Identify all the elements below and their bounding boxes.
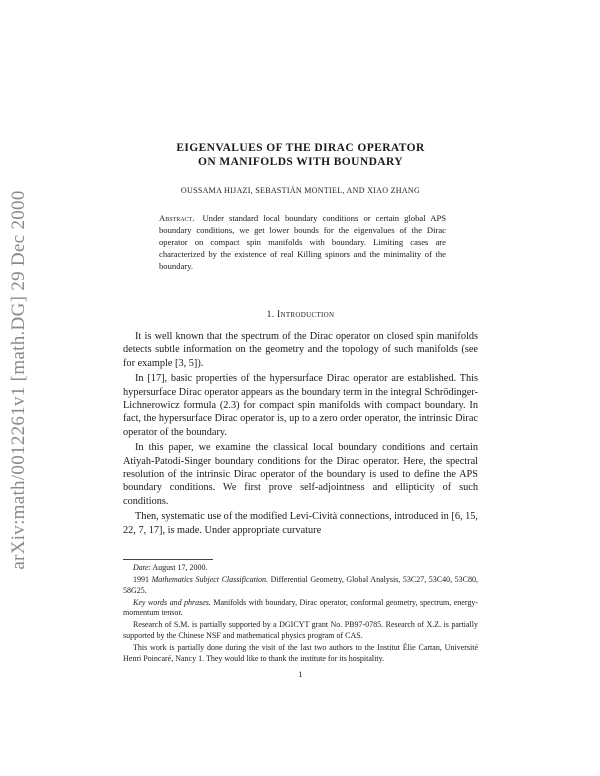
abstract-text: Under standard local boundary conditions or certain global APS boundary conditions, we get lower bounds for the eigenvalues of the Dirac operator on compact spin manifolds with boundary. Limiting cases are characterized by the existence of real Killing spinors and the minimality of the boundary. xyxy=(159,213,447,271)
abstract xyxy=(159,212,446,272)
paragraph: In this paper, we examine the classical local boundary conditions and certain Atiyah-Patodi-Singer boundary conditions for the Dirac operator. Here, the spectral resolution of the intrinsic Dirac operator of the boundary is used to define the APS boundary conditions. We first prove self-adjointness and ellipticity of such conditions. xyxy=(123,442,478,507)
date-value: : August 17, 2000. xyxy=(148,563,208,572)
introduction-body xyxy=(123,330,478,539)
date-label: Date xyxy=(133,563,149,572)
footnotes xyxy=(123,563,478,666)
arxiv-side-stamp xyxy=(4,150,34,610)
footnote-support: Research of S.M. is partially supported by a DGICYT grant No. PB97-0785. Research of X.Z. is partially supported by the Chinese NSF and mathematical physics program of CAS. xyxy=(123,620,478,641)
keywords-value: Manifolds with boundary, Dirac operator, conformal geometry, spectrum, energy-momentum tensor. xyxy=(123,597,479,618)
footnote-keywords xyxy=(123,598,478,619)
abstract-label: Abstract. xyxy=(159,213,195,223)
msc-label: Mathematics Subject Classification. xyxy=(151,575,269,585)
author-list: OUSSAMA HIJAZI, SEBASTIÁN MONTIEL, AND XIAO ZHANG xyxy=(180,186,421,195)
paragraph: It is well known that the spectrum of the Dirac operator on closed spin manifolds detects subtle information on the geometry and the topology of such manifolds (see for example [3, 5]). xyxy=(123,331,478,369)
msc-prefix: 1991 xyxy=(133,575,152,585)
keywords-label: Key words and phrases. xyxy=(133,597,211,607)
paragraph: Then, systematic use of the modified Levi-Cività connections, introduced in [6, 15, 22, 7, 17], is made. Under appropriate curvature xyxy=(123,511,478,536)
section-heading-introduction: 1. Introduction xyxy=(266,310,335,320)
page-number: 1 xyxy=(298,669,303,679)
msc-value: Differential Geometry, Global Analysis, 53C27, 53C40, 53C80, 58G25. xyxy=(123,575,479,595)
footnote-rule xyxy=(123,559,213,560)
footnote-date xyxy=(123,563,478,574)
footnote-msc xyxy=(123,575,478,596)
footnote-visit: This work is partially done during the visit of the last two authors to the Institut Élie Cartan, Université Henri Poincaré, Nancy 1. They would like to thank the institute for its hospitality. xyxy=(123,643,478,663)
arxiv-identifier: arXiv:math/0012261v1 [math.DG] 29 Dec 2000 xyxy=(8,190,29,570)
paper-title-line-2: ON MANIFOLDS WITH BOUNDARY xyxy=(198,156,403,168)
paper-title-line-1: EIGENVALUES OF THE DIRAC OPERATOR xyxy=(176,142,425,154)
paragraph: In [17], basic properties of the hypersurface Dirac operator are established. This hypersurface Dirac operator appears as the boundary term in the integral Schrödinger-Lichnerowicz formula (2.3) for compact spin manifolds with compact boundary. In fact, the hypersurface Dirac operator is, up to a zero order operator, the intrinsic Dirac operator of the boundary. xyxy=(123,373,478,438)
